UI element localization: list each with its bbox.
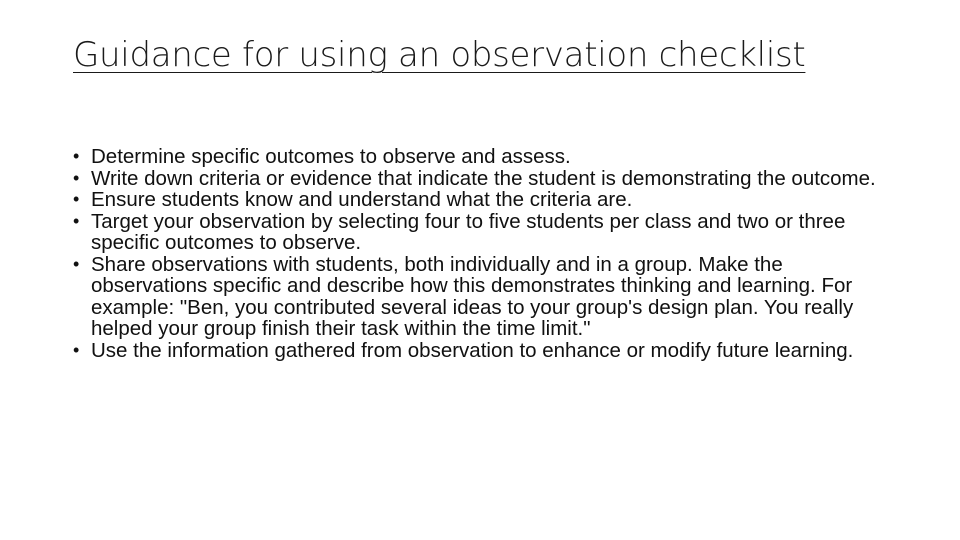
bullet-text: Share observations with students, both individually and in a group. Make the observations specific and describe how this demonstrates thinking and learning. For example: "Ben, you contributed several ideas to your group's design plan. You really helped your group finish their task within the time limit." xyxy=(91,252,854,340)
bullet-dot-icon: • xyxy=(73,189,80,209)
bullet-item xyxy=(73,146,893,168)
bullet-text: Ensure students know and understand what the criteria are. xyxy=(91,188,633,211)
bullet-text: Write down criteria or evidence that indicate the student is demonstrating the outcome. xyxy=(91,166,876,190)
bullet-list xyxy=(73,146,893,361)
bullet-dot-icon: • xyxy=(73,210,80,231)
bullet-text: Target your observation by selecting four to five students per class and two or three specific outcomes to observe. xyxy=(91,209,846,254)
bullet-dot-icon: • xyxy=(73,339,80,360)
bullet-dot-icon: • xyxy=(73,253,80,274)
bullet-dot-icon: • xyxy=(73,167,80,188)
bullet-dot-icon: • xyxy=(73,146,80,166)
slide-title-text: Guidance for using an observation checklist xyxy=(73,35,806,75)
bullet-item xyxy=(73,211,893,254)
bullet-item xyxy=(73,340,893,362)
bullet-text: Determine specific outcomes to observe and assess. xyxy=(91,145,571,168)
bullet-item xyxy=(73,189,893,211)
bullet-item xyxy=(73,254,893,340)
bullet-text: Use the information gathered from observation to enhance or modify future learning. xyxy=(91,338,854,362)
slide-title xyxy=(73,32,805,78)
bullet-item xyxy=(73,168,893,190)
